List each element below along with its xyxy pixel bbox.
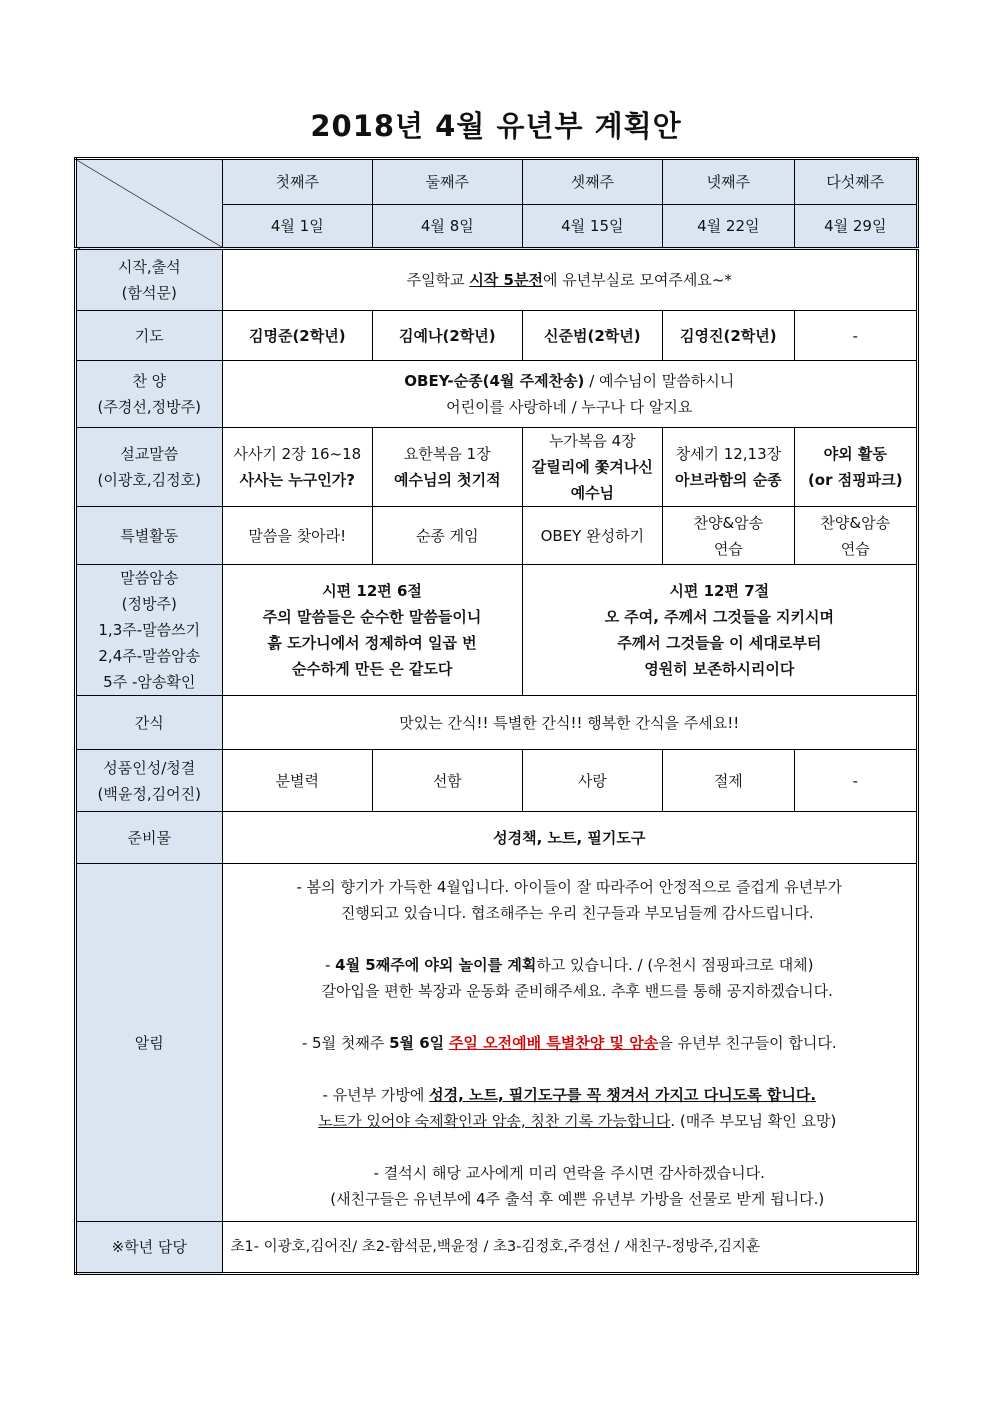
corner-cell (76, 159, 223, 249)
character-week-3: 사랑 (522, 750, 663, 812)
memory-row (76, 565, 918, 696)
notice-label: 알림 (76, 864, 223, 1222)
activity-label: 특별활동 (76, 507, 223, 565)
snack-row (76, 696, 918, 750)
activity-week-5: 찬양&암송 연습 (794, 507, 917, 565)
notice-4b: 노트가 있어야 숙제확인과 암송, 칭찬 기록 가능합니다. (매주 부모님 확인 요망) (318, 1111, 837, 1130)
grade-label: ※학년 담당 (76, 1222, 223, 1274)
week-1-name: 첫째주 (222, 159, 373, 205)
prayer-week-1: 김명준(2학년) (222, 311, 373, 361)
week-5-date: 4월 29일 (794, 205, 917, 249)
praise-text: OBEY-순종(4월 주제찬송) / 예수님이 말씀하시니 어린이를 사랑하네 / 누구나 다 알지요 (222, 361, 917, 428)
prayer-week-2: 김예나(2학년) (373, 311, 523, 361)
week-3-date: 4월 15일 (522, 205, 663, 249)
notice-5a: - 결석시 해당 교사에게 미리 연락을 주시면 감사하겠습니다. (373, 1163, 765, 1182)
character-week-5: - (794, 750, 917, 812)
week-2-name: 둘째주 (373, 159, 523, 205)
memory-verse-1: 시편 12편 6절 주의 말씀들은 순수한 말씀들이니 흙 도가니에서 정제하여 일곱 번 순수하게 만든 은 같도다 (222, 565, 522, 696)
sermon-week-1: 사사기 2장 16~18 사사는 누구인가? (222, 428, 373, 507)
notice-2b: 갈아입을 편한 복장과 운동화 준비해주세요. 추후 밴드를 통해 공지하겠습니다. (321, 981, 833, 1000)
plan-table (74, 157, 919, 1275)
sermon-week-5: 야외 활동 (or 점핑파크) (794, 428, 917, 507)
grade-row (76, 1222, 918, 1274)
sermon-week-3: 누가복음 4장 갈릴리에 쫓겨나신 예수님 (522, 428, 663, 507)
memory-verse-2: 시편 12편 7절 오 주여, 주께서 그것들을 지키시며 주께서 그것들을 이 세대로부터 영원히 보존하시리이다 (522, 565, 917, 696)
character-label: 성품인성/청결 (백윤정,김어진) (76, 750, 223, 812)
memory-label: 말씀암송 (정방주) 1,3주-말씀쓰기 2,4주-말씀암송 5주 -암송확인 (76, 565, 223, 696)
prayer-label: 기도 (76, 311, 223, 361)
page-title: 2018년 4월 유년부 계획안 (310, 109, 682, 143)
snack-label: 간식 (76, 696, 223, 750)
prayer-week-3: 신준범(2학년) (522, 311, 663, 361)
start-row (76, 249, 918, 311)
week-5-name: 다섯째주 (794, 159, 917, 205)
activity-week-3: OBEY 완성하기 (522, 507, 663, 565)
praise-label: 찬 양 (주경선,정방주) (76, 361, 223, 428)
week-3-name: 셋째주 (522, 159, 663, 205)
notice-4a: - 유년부 가방에 성경, 노트, 필기도구를 꼭 챙겨서 가지고 다니도록 합니다. (322, 1085, 817, 1104)
activity-week-4: 찬양&암송 연습 (663, 507, 794, 565)
supplies-row (76, 812, 918, 864)
start-time-emphasis: 시작 5분전 (469, 271, 543, 289)
week-2-date: 4월 8일 (373, 205, 523, 249)
activity-week-2: 순종 게임 (373, 507, 523, 565)
notice-text (222, 864, 917, 1222)
week-4-date: 4월 22일 (663, 205, 794, 249)
week-4-name: 넷째주 (663, 159, 794, 205)
character-week-4: 절제 (663, 750, 794, 812)
grade-text: 초1- 이광호,김어진/ 초2-함석문,백윤정 / 초3-김정호,주경선 / 새친구-정방주,김지훈 (222, 1222, 917, 1274)
sermon-label: 설교말씀 (이광호,김정호) (76, 428, 223, 507)
special-praise-highlight: 주일 오전예배 특별찬양 및 암송 (448, 1033, 659, 1052)
notice-5b: (새친구들은 유년부에 4주 출석 후 예쁜 유년부 가방을 선물로 받게 됩니다.) (330, 1189, 825, 1208)
week-name-row (76, 159, 918, 205)
supplies-text: 성경책, 노트, 필기도구 (222, 812, 917, 864)
prayer-week-4: 김영진(2학년) (663, 311, 794, 361)
notice-2a: - 4월 5째주에 야외 놀이를 계획하고 있습니다. / (우천시 점핑파크로 대체) (324, 955, 814, 974)
praise-row (76, 361, 918, 428)
character-week-1: 분별력 (222, 750, 373, 812)
sermon-row (76, 428, 918, 507)
notice-row (76, 864, 918, 1222)
sermon-week-2: 요한복음 1장 예수님의 첫기적 (373, 428, 523, 507)
sermon-week-4: 창세기 12,13장 아브라함의 순종 (663, 428, 794, 507)
character-week-2: 선함 (373, 750, 523, 812)
supplies-label: 준비물 (76, 812, 223, 864)
snack-text: 맛있는 간식!! 특별한 간식!! 행복한 간식을 주세요!! (222, 696, 917, 750)
prayer-week-5: - (794, 311, 917, 361)
notice-1a: - 봄의 향기가 가득한 4월입니다. 아이들이 잘 따라주어 안정적으로 즐겁게 유년부가 (296, 877, 843, 896)
notice-3: - 5월 첫째주 5월 6일 주일 오전예배 특별찬양 및 암송을 유년부 친구들이 합니다. (301, 1033, 837, 1052)
character-row (76, 750, 918, 812)
start-label: 시작,출석 (함석문) (76, 249, 223, 311)
week-1-date: 4월 1일 (222, 205, 373, 249)
activity-week-1: 말씀을 찾아라! (222, 507, 373, 565)
prayer-row (76, 311, 918, 361)
activity-row (76, 507, 918, 565)
start-text: 주일학교 시작 5분전에 유년부실로 모여주세요~* (222, 249, 917, 311)
notice-1b: 진행되고 있습니다. 협조해주는 우리 친구들과 부모님들께 감사드립니다. (340, 903, 814, 922)
